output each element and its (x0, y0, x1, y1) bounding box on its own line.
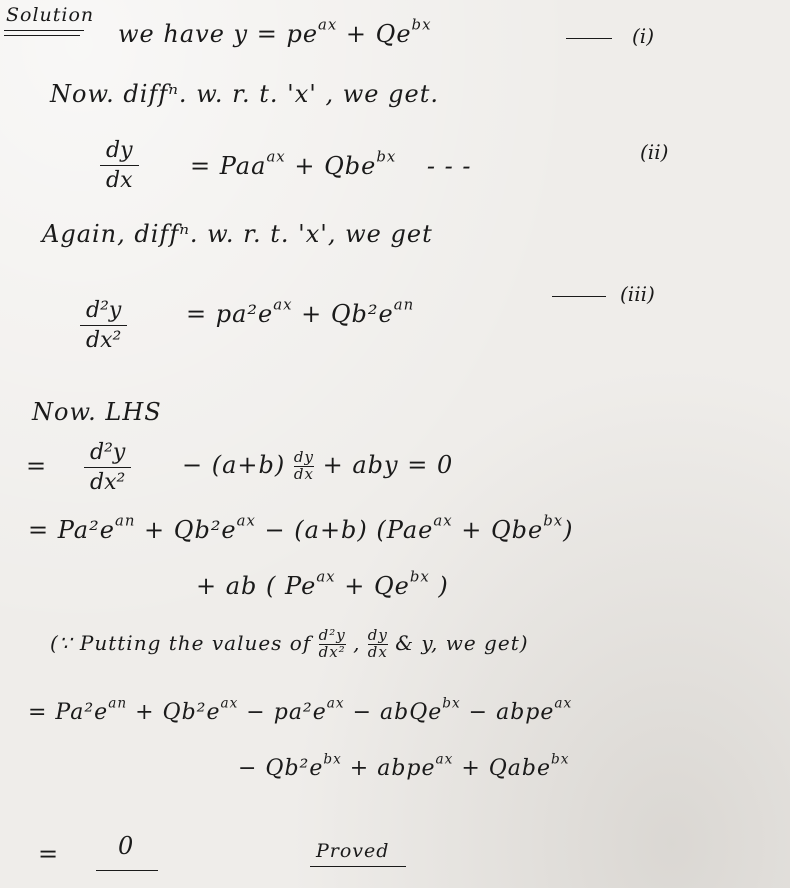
expanded-line-1 (28, 695, 573, 725)
eq8-exp: bx (442, 695, 461, 712)
dy-dx-fraction (100, 138, 139, 193)
solution-heading: Solution (6, 4, 95, 26)
lhs-note: Now. LHS (32, 398, 162, 426)
substitution-line-2 (196, 567, 449, 600)
lhs-m1: − (a+b) (182, 450, 286, 479)
equation-tag-i: (i) (632, 24, 655, 48)
eq9-exp: bx (551, 751, 570, 768)
differentiate-note-1: Now. diffⁿ. w. r. t. 'x' , we get. (50, 80, 439, 108)
eq3-exp2: an (393, 295, 415, 314)
frac-den: dx² (318, 642, 346, 661)
heading-underline (4, 35, 80, 36)
eq8-part: − abQe (344, 700, 443, 725)
heading-underline (4, 30, 84, 31)
frac-num: d²y (318, 626, 346, 644)
eq1-text: we have y = pe (118, 20, 319, 48)
eq6-part: + ab ( Pe (196, 572, 317, 600)
lhs-dy-fraction (294, 450, 314, 483)
eq5-part: + Qbe (452, 516, 544, 544)
eq2-dashes: - - - (426, 152, 472, 180)
eq9-part: + Qabe (453, 756, 552, 781)
eq6-exp: bx (409, 567, 430, 586)
note-d2y-fraction (319, 628, 346, 661)
proved-label: Proved (316, 840, 390, 862)
eq2-exp1: ax (266, 147, 286, 166)
equation-ii (190, 147, 472, 180)
eq8-part: − abpe (460, 700, 555, 725)
eq8-part: = Pa²e (28, 700, 109, 725)
tag-dash (552, 296, 606, 297)
eq5-exp: bx (543, 511, 564, 530)
lhs-rest: + aby = 0 (322, 450, 454, 479)
note-sep: , (353, 630, 361, 655)
frac-den: dx (106, 168, 133, 193)
putting-values-note (50, 628, 529, 661)
d2y-dx2-fraction (80, 298, 127, 353)
note-post: & y, we get) (395, 630, 529, 655)
final-value: 0 (118, 832, 135, 860)
eq8-part: − pa²e (238, 700, 327, 725)
eq9-exp: ax (435, 751, 454, 768)
eq6-part: + Qe (335, 572, 410, 600)
frac-den: dx² (90, 470, 126, 495)
eq1-exp2: bx (411, 15, 432, 34)
expanded-line-2 (238, 751, 570, 781)
eq8-exp: ax (220, 695, 239, 712)
eq6-part: ) (429, 572, 449, 600)
equation-tag-ii: (ii) (640, 140, 669, 164)
eq2-exp2: bx (376, 147, 397, 166)
eq2-rhs: = Paa (190, 152, 267, 180)
eq3-rhs: = pa²e (186, 300, 274, 328)
eq5-part: ) (563, 516, 574, 544)
eq3-mid: + Qb²e (292, 300, 394, 328)
eq9-part: + abpe (341, 756, 436, 781)
eq9-exp: bx (323, 751, 342, 768)
eq3-exp1: ax (273, 295, 293, 314)
tag-dash (566, 38, 612, 39)
frac-num: dy (106, 138, 133, 163)
eq1-mid: + Qe (337, 20, 412, 48)
lhs-equals: = (26, 452, 48, 480)
substitution-line-1 (28, 511, 574, 544)
frac-den: dx (293, 464, 314, 483)
eq2-mid: + Qbe (285, 152, 377, 180)
final-equals: = (38, 840, 60, 868)
eq5-part: + Qb²e (135, 516, 237, 544)
frac-num: dy (367, 626, 388, 644)
eq9-part: − Qb²e (238, 756, 324, 781)
eq5-part: − (a+b) (Pae (255, 516, 434, 544)
equation-i (118, 15, 432, 48)
eq6-exp: ax (316, 567, 336, 586)
proved-underline (310, 866, 406, 867)
eq8-part: + Qb²e (127, 700, 221, 725)
equation-tag-iii: (iii) (620, 282, 655, 306)
eq5-exp: an (114, 511, 136, 530)
eq8-exp: ax (554, 695, 573, 712)
eq8-exp: ax (326, 695, 345, 712)
eq1-exp1: ax (318, 15, 338, 34)
lhs-d2y-fraction (84, 440, 131, 495)
frac-den: dx² (86, 328, 122, 353)
eq8-exp: an (108, 695, 128, 712)
final-value-underline (96, 870, 158, 871)
frac-num: d²y (90, 440, 126, 465)
frac-num: d²y (86, 298, 122, 323)
eq5-exp: ax (433, 511, 453, 530)
differentiate-note-2: Again, diffⁿ. w. r. t. 'x', we get (42, 220, 433, 248)
equation-iii (186, 295, 415, 328)
eq5-exp: ax (236, 511, 256, 530)
lhs-expression (182, 450, 453, 483)
eq5-part: = Pa²e (28, 516, 115, 544)
frac-num: dy (293, 448, 314, 466)
frac-den: dx (367, 642, 388, 661)
note-dy-fraction (368, 628, 388, 661)
note-pre: (∵ Putting the values of (50, 630, 312, 655)
